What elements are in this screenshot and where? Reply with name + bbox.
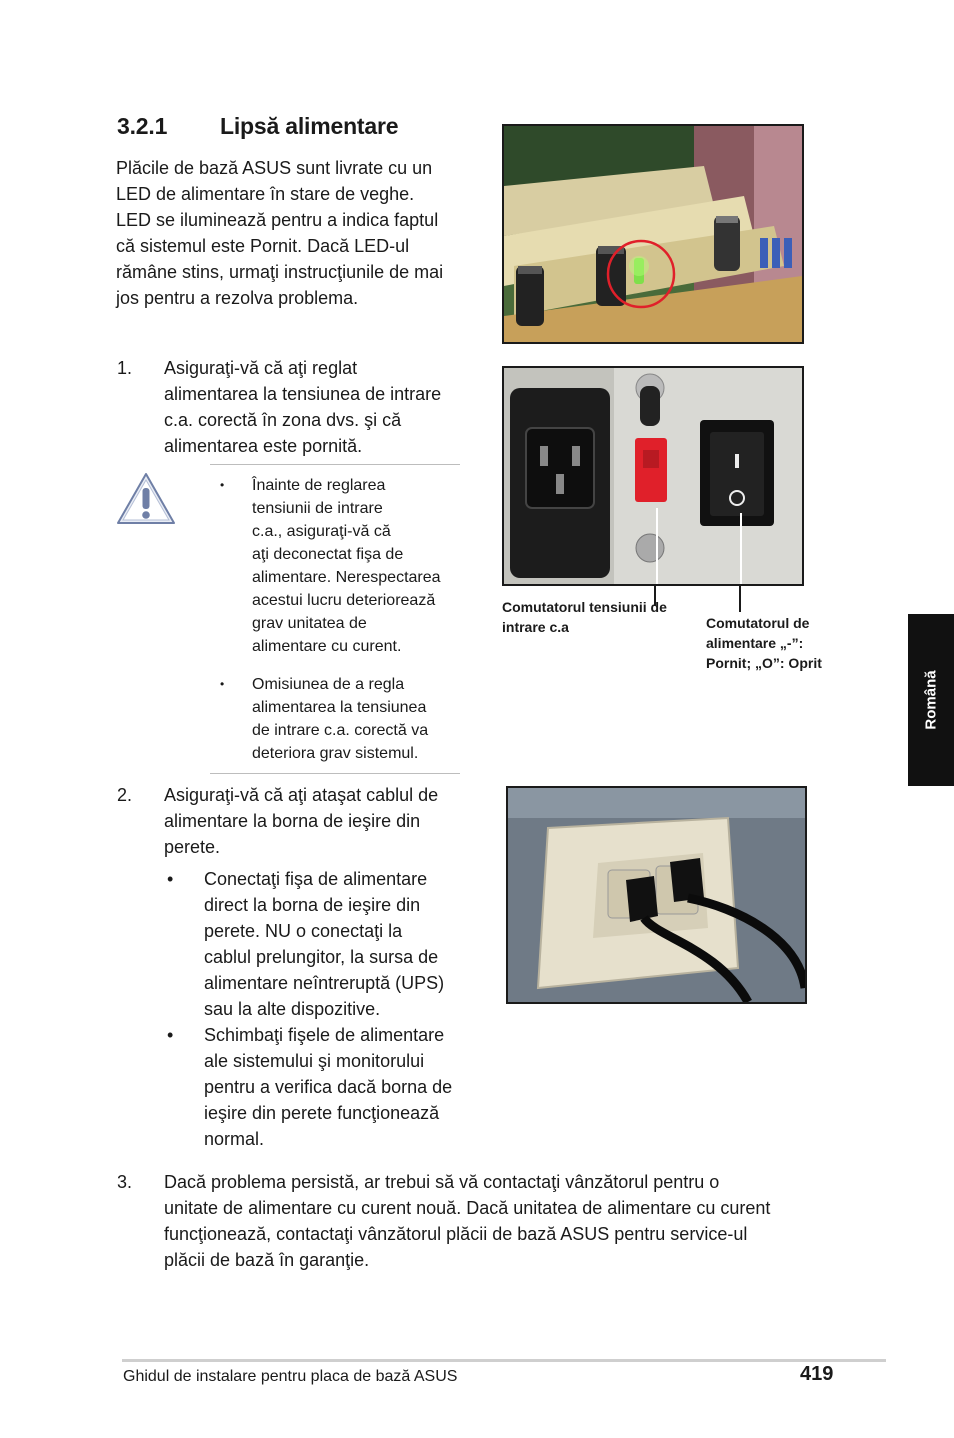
- step-number: 1.: [117, 358, 133, 378]
- caption-line: intrare c.a: [502, 619, 569, 635]
- bullet: •: [220, 478, 225, 492]
- note-line: Omisiunea de a regla: [252, 676, 405, 693]
- bullet-line: perete. NU o conectaţi la: [204, 921, 403, 941]
- bullet-line: normal.: [204, 1129, 265, 1149]
- bullet: •: [220, 677, 225, 691]
- bullet-line: Schimbaţi fişele de alimentare: [204, 1025, 445, 1045]
- caption-line: alimentare „-”:: [706, 635, 804, 651]
- intro-line: Plăcile de bază ASUS sunt livrate cu un: [116, 158, 433, 178]
- caption-line: Comutatorul de: [706, 615, 810, 631]
- note-line: tensiunii de intrare: [252, 500, 383, 517]
- intro-line: jos pentru a rezolva problema.: [116, 288, 359, 308]
- step-2: [117, 782, 477, 862]
- bullet-line: direct la borna de ieşire din: [204, 895, 421, 915]
- note-line: de intrare c.a. corectă va: [252, 722, 429, 739]
- note-line: deteriora grav sistemul.: [252, 745, 419, 762]
- wall-outlet-photo: [506, 786, 807, 1004]
- step-number: 2.: [117, 785, 133, 805]
- bullet-line: alimentare neîntreruptă (UPS): [204, 973, 445, 993]
- warning-triangle-icon: [114, 470, 178, 528]
- section-title: Lipsă alimentare: [220, 113, 399, 139]
- voltage-switch-caption: [502, 597, 667, 637]
- step-line: alimentarea la tensiunea de intrare: [164, 384, 442, 404]
- step-line: alimentare la borna de ieşire din: [164, 811, 421, 831]
- step-line: unitate de alimentare cu curent nouă. Dacă unitatea de alimentare cu curent: [164, 1198, 771, 1218]
- note-line: alimentare cu curent.: [252, 638, 402, 655]
- bullet-line: ale sistemului şi monitorului: [204, 1051, 425, 1071]
- note-line: alimentare. Nerespectarea: [252, 569, 441, 586]
- page-number: 419: [800, 1363, 834, 1385]
- step-line: perete.: [164, 837, 221, 857]
- footer-divider: [122, 1359, 886, 1362]
- intro-line: rămâne stins, urmaţi instrucţiunile de mai: [116, 262, 444, 282]
- intro-paragraph: [116, 155, 476, 311]
- step-line: Asiguraţi-vă că aţi reglat: [164, 358, 358, 378]
- note-line: c.a., asiguraţi-vă că: [252, 523, 391, 540]
- note-line: grav unitatea de: [252, 615, 367, 632]
- note-line: alimentarea la tensiunea: [252, 699, 427, 716]
- bullet: •: [167, 869, 174, 889]
- bullet-line: pentru a verifica dacă borna de: [204, 1077, 453, 1097]
- language-side-tab: [908, 614, 954, 786]
- caption-line: Pornit; „O”: Oprit: [706, 655, 822, 671]
- step-text: [164, 355, 441, 459]
- bullet-line: Conectaţi fişa de alimentare: [204, 869, 428, 889]
- intro-line: LED de alimentare în stare de veghe.: [116, 184, 415, 204]
- step-3: [117, 1169, 837, 1279]
- step-number: 3.: [117, 1172, 133, 1192]
- warning-note: [210, 464, 460, 774]
- step-text: [164, 1169, 770, 1273]
- step-line: Asiguraţi-vă că aţi ataşat cablul de: [164, 785, 439, 805]
- step-line: alimentarea este pornită.: [164, 436, 363, 456]
- side-tab-label: Română: [922, 670, 940, 730]
- bullet: •: [167, 1025, 174, 1045]
- note-line: aţi deconectat fişa de: [252, 546, 404, 563]
- bullet-line: sau la alte dispozitive.: [204, 999, 381, 1019]
- step-line: Dacă problema persistă, ar trebui să vă contactaţi vânzătorul pentru o: [164, 1172, 720, 1192]
- intro-line: LED se iluminează pentru a indica faptul: [116, 210, 439, 230]
- intro-line: că sistemul este Pornit. Dacă LED-ul: [116, 236, 410, 256]
- step-1: [117, 355, 477, 465]
- bullet-line: ieşire din perete funcţionează: [204, 1103, 440, 1123]
- note-line: Înainte de reglarea: [252, 477, 386, 494]
- footer-text: Ghidul de instalare pentru placa de bază ASUS: [123, 1368, 458, 1385]
- step-text: [164, 782, 438, 860]
- power-switch-caption: [706, 613, 822, 673]
- section-heading: [117, 113, 398, 140]
- caption-leader-line: [739, 584, 741, 612]
- note-line: acestui lucru deteriorează: [252, 592, 436, 609]
- step-line: funcţionează, contactaţi vânzătorul plăcii de bază ASUS pentru service-ul: [164, 1224, 748, 1244]
- section-number: 3.2.1: [117, 113, 168, 139]
- caption-line: Comutatorul tensiunii de: [502, 599, 667, 615]
- bullet-line: cablul prelungitor, la sursa de: [204, 947, 439, 967]
- step-line: c.a. corectă în zona dvs. şi că: [164, 410, 402, 430]
- step-line: plăcii de bază în garanţie.: [164, 1250, 370, 1270]
- motherboard-led-photo: [502, 124, 804, 344]
- psu-switches-photo: [502, 366, 804, 586]
